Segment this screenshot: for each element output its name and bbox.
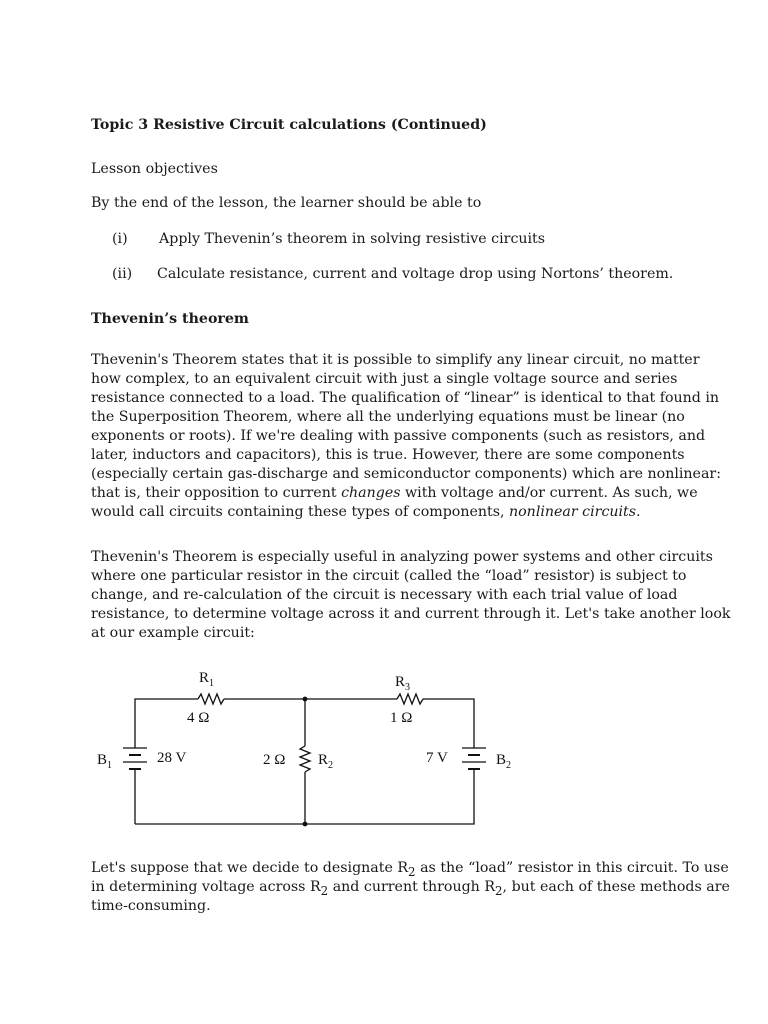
text-run: with voltage and/or current. As such, we [400,485,698,501]
objectives-intro: By the end of the lesson, the learner should be able to [91,195,482,211]
text-run: as the “load” resistor in this circuit. To use [415,860,729,876]
subscript: 2 [495,883,503,898]
text-run: Let's suppose that we decide to designate R [91,860,409,876]
paragraph-line: (especially certain gas-discharge and semiconductor components) which are nonlinear: [91,466,721,482]
r3-label: $R_3$ [395,674,411,693]
objective-number: (ii) [112,266,133,282]
paragraph-line: at our example circuit: [91,625,255,641]
battery-b1-symbol [123,748,147,774]
paragraph-line: time-consuming. [91,898,211,914]
objectives-heading: Lesson objectives [91,161,218,177]
b2-label: $B_2$ [496,752,512,771]
r2-label: $R_2$ [318,752,334,771]
text-run: that is, their opposition to current [91,485,342,501]
junction-dot-top [303,697,308,702]
paragraph-line: how complex, to an equivalent circuit with just a single voltage source and series [91,371,678,387]
text-run: and current through R [328,879,496,895]
paragraph-line: later, inductors and capacitors), this is true. However, there are some components [91,447,685,463]
objective-number: (i) [112,231,128,247]
emphasis-nonlinear-circuits: nonlinear circuits [509,504,637,520]
b2-value: 7 V [426,750,448,766]
paragraph-line: resistance, to determine voltage across it and current through it. Let's take another look [91,606,731,622]
emphasis-changes: changes [341,485,401,501]
paragraph-line: Thevenin's Theorem states that it is possible to simplify any linear circuit, no matter [91,352,700,368]
section-heading: Thevenin’s theorem [91,311,249,327]
text-run: in determining voltage across R [91,879,321,895]
objective-text: Calculate resistance, current and voltage drop using Nortons’ theorem. [157,266,674,282]
r2-value: 2 Ω [263,752,286,768]
paragraph-line: Thevenin's Theorem is especially useful in analyzing power systems and other circuits [91,549,713,565]
b1-value: 28 V [157,750,187,766]
paragraph-line: resistance connected to a load. The qualification of “linear” is identical to that found in [91,390,720,406]
resistor-r2-symbol [300,746,310,772]
paragraph-line: the Superposition Theorem, where all the underlying equations must be linear (no [91,409,685,425]
page-title: Topic 3 Resistive Circuit calculations (Continued) [91,117,487,133]
subscript: 2 [408,864,416,879]
junction-dot-bottom [303,822,308,827]
resistor-r1-symbol [198,694,224,704]
resistor-r3-symbol [397,694,423,704]
paragraph-line: exponents or roots). If we're dealing with passive components (such as resistors, and [91,428,706,444]
r1-label: $R_1$ [199,670,215,689]
subscript: 2 [320,883,329,898]
b1-label: $B_1$ [97,752,113,771]
text-run: . [636,504,641,520]
r1-value: 4 Ω [187,710,210,726]
battery-b2-symbol [462,748,486,774]
text-run: , but each of these methods are [502,879,730,895]
paragraph-line: where one particular resistor in the circuit (called the “load” resistor) is subject to [91,568,687,584]
r3-value: 1 Ω [390,710,413,726]
paragraph-line: change, and re-calculation of the circuit is necessary with each trial value of load [91,587,678,603]
objective-text: Apply Thevenin’s theorem in solving resistive circuits [159,231,546,247]
text-run: would call circuits containing these types of components, [91,504,509,520]
